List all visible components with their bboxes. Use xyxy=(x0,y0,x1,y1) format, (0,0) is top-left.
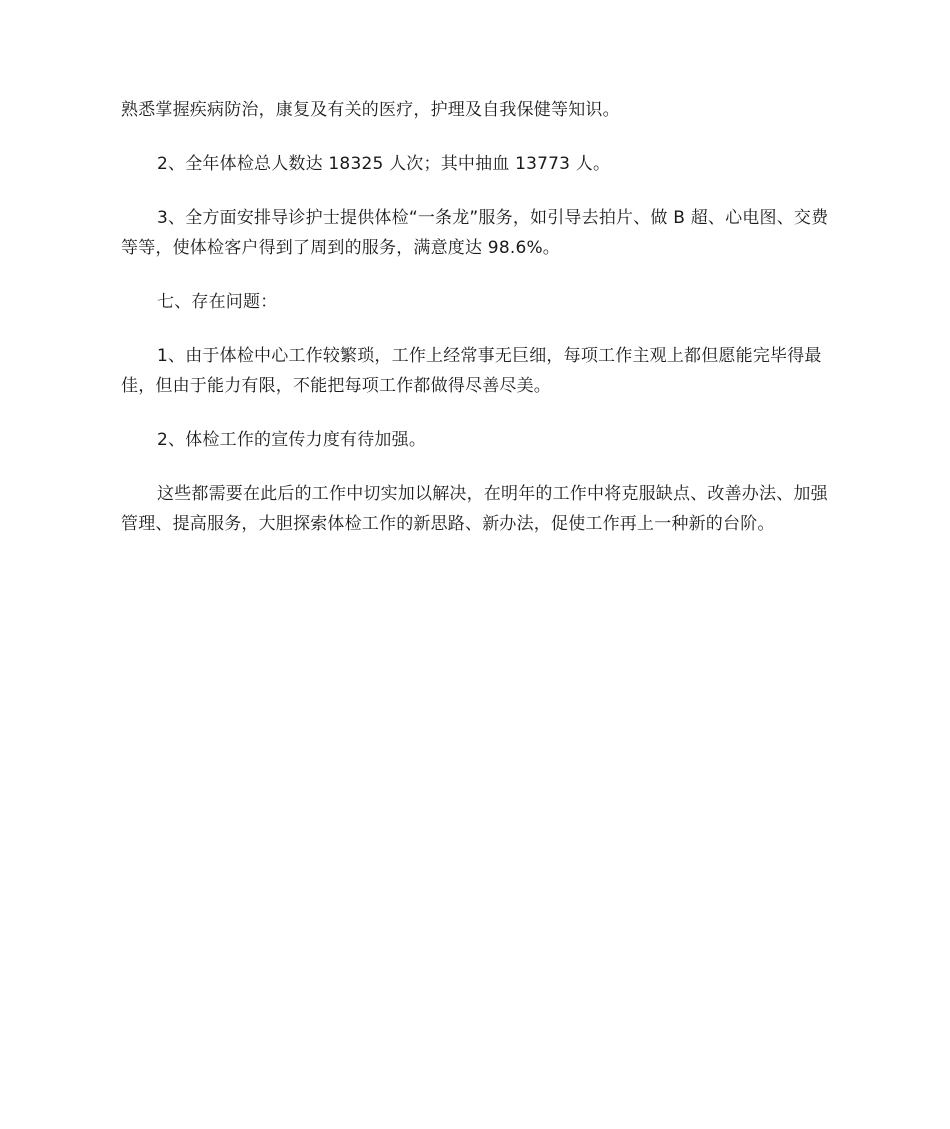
paragraph-problem-2: 2、体检工作的宣传力度有待加强。 xyxy=(157,430,427,450)
paragraph-problem-1: 1、由于体检中心工作较繁琐，工作上经常事无巨细，每项工作主观上都但愿能完毕得最佳，但由于能力有限，不能把每项工作都做得尽善尽美。 xyxy=(121,346,822,396)
paragraph-exam-count: 2、全年体检总人数达 18325 人次；其中抽血 13773 人。 xyxy=(157,154,611,174)
section-heading-problems: 七、存在问题： xyxy=(157,292,278,312)
paragraph-knowledge-continuation: 熟悉掌握疾病防治，康复及有关的医疗，护理及自我保健等知识。 xyxy=(121,100,620,120)
document-body xyxy=(121,95,841,563)
paragraph-guide-service: 3、全方面安排导诊护士提供体检“一条龙”服务，如引导去拍片、做 B 超、心电图、交费等等，使体检客户得到了周到的服务，满意度达 98.6%。 xyxy=(121,208,829,258)
paragraph-conclusion: 这些都需要在此后的工作中切实加以解决，在明年的工作中将克服缺点、改善办法、加强管理、提高服务，大胆探索体检工作的新思路、新办法，促使工作再上一种新的台阶。 xyxy=(121,484,828,534)
